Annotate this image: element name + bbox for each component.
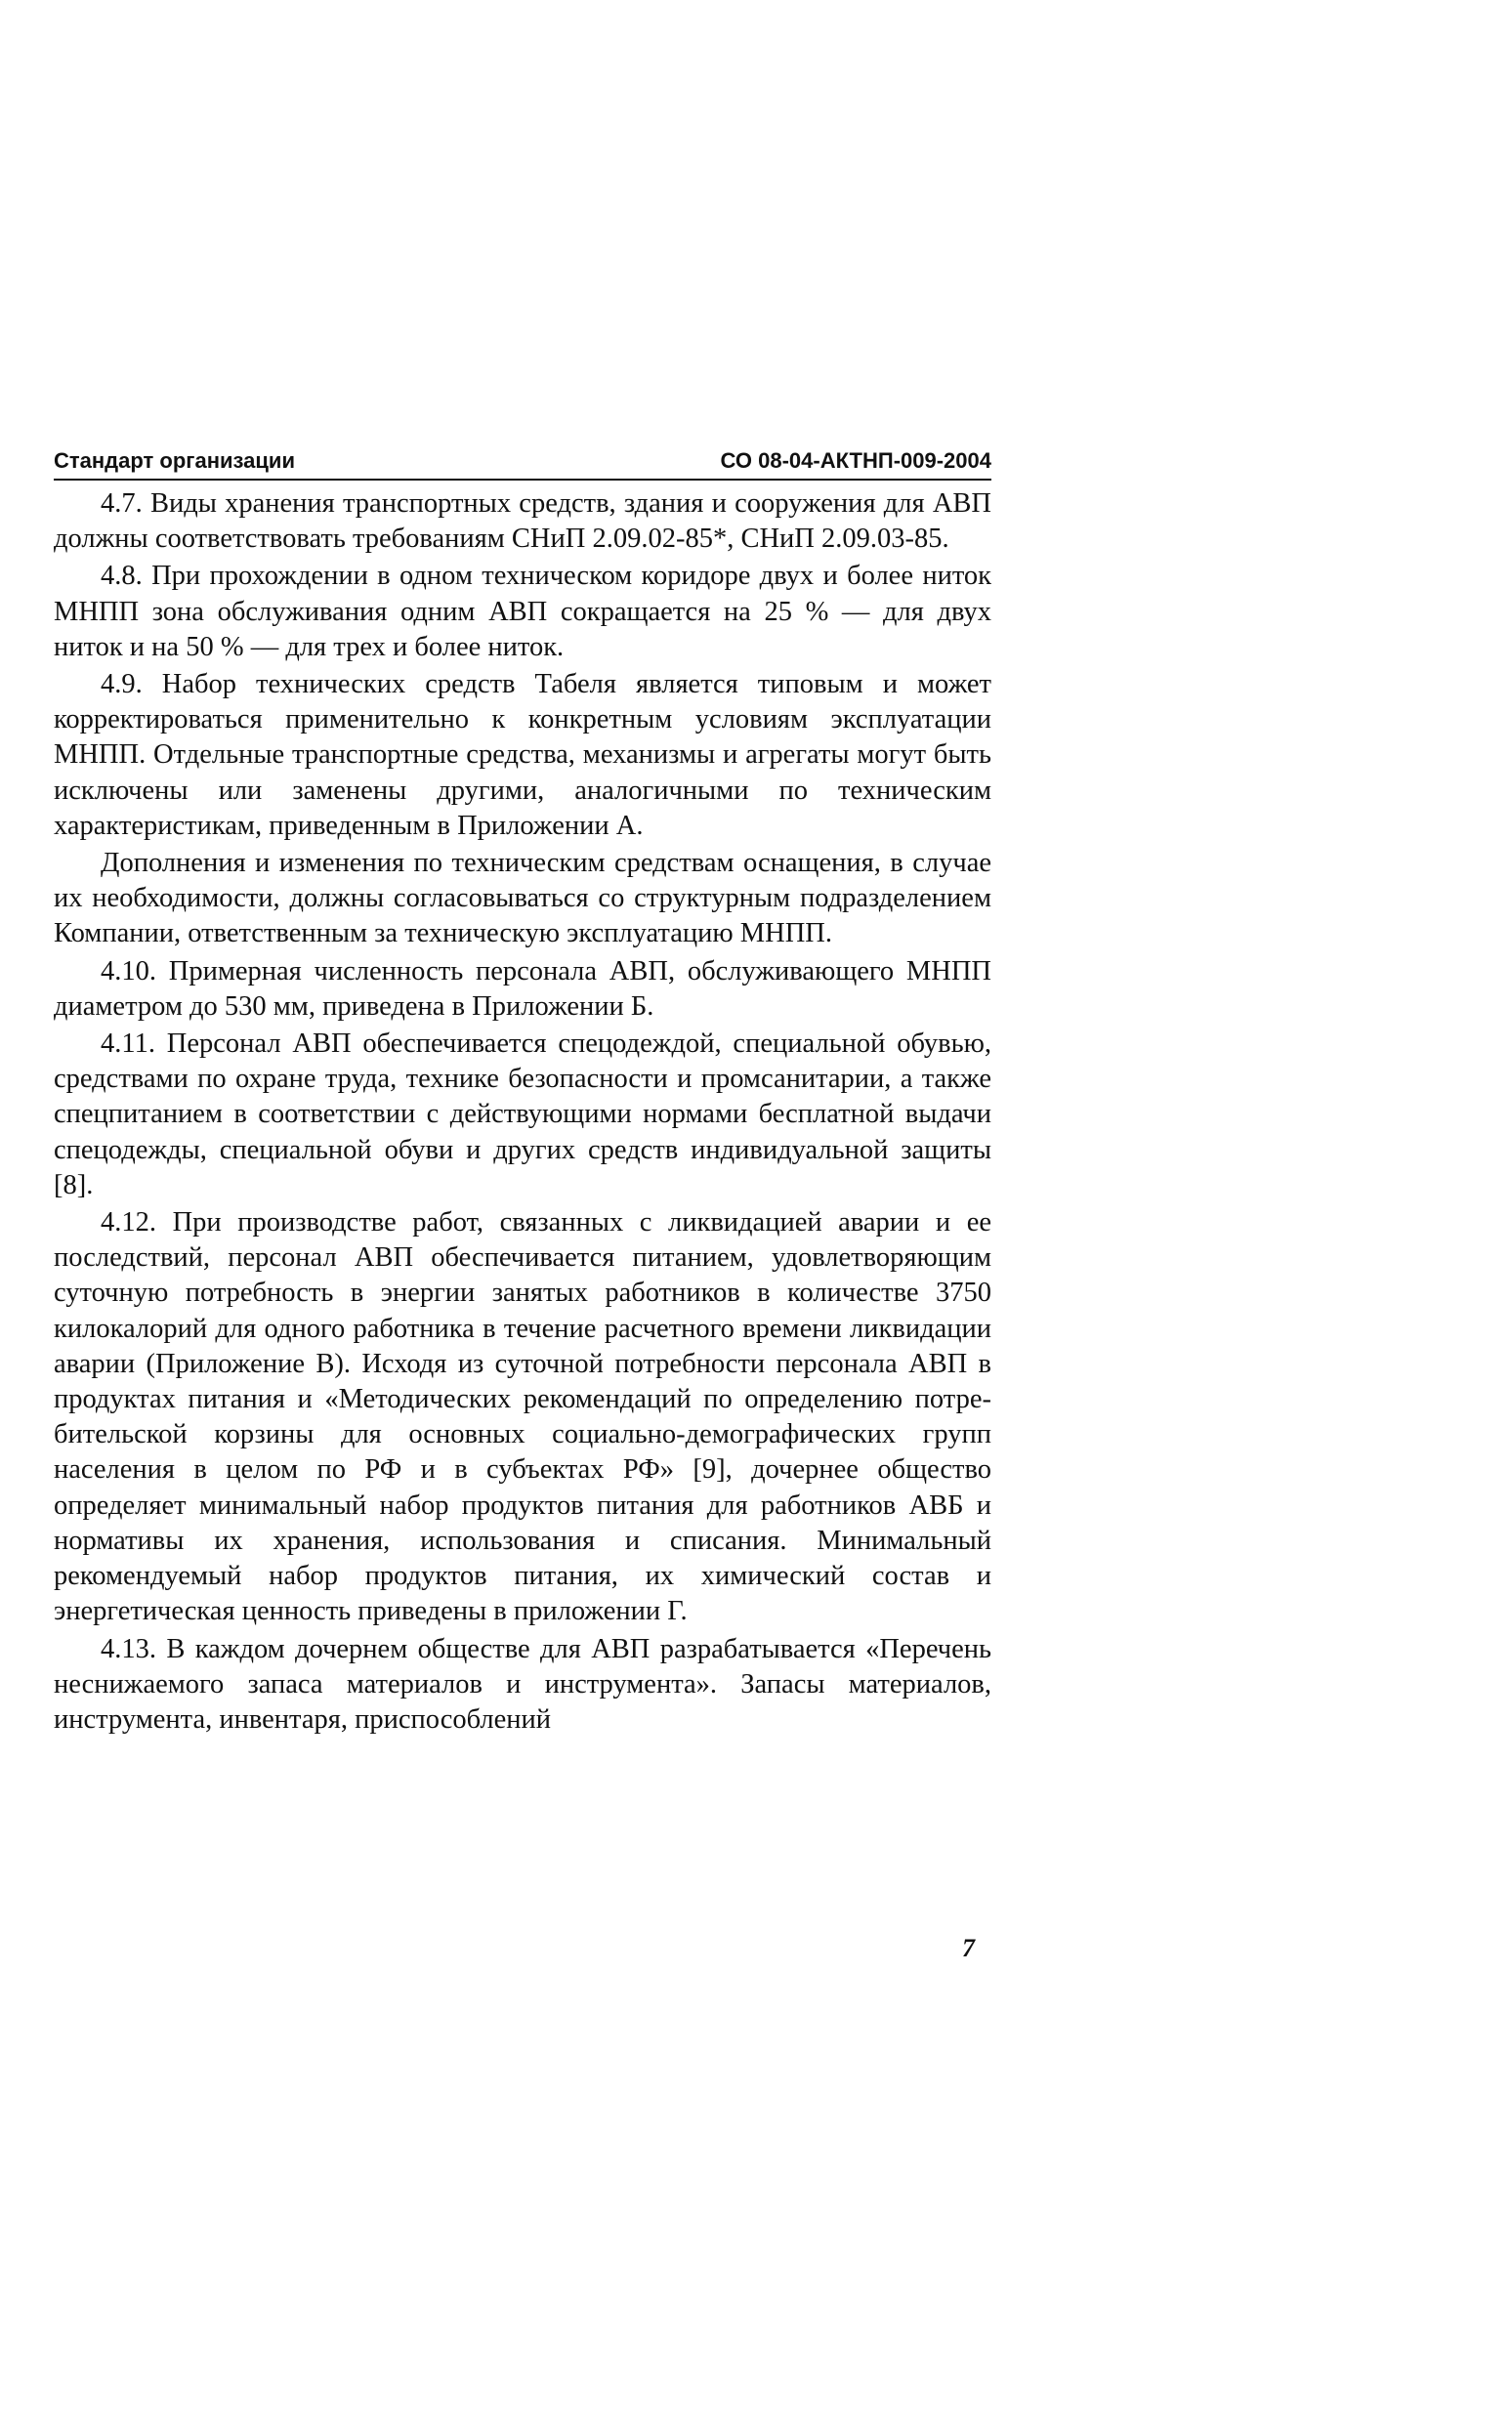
paragraph-4-11: 4.11. Персонал АВП обеспечивается спецодеждой, специальной обувью, средствами по охране труда, технике безопасности и промсанитарии, а также спецпитанием в соответствии с действующими нормами бесплатной выдачи спецодежды, специальной обуви и других средств индивидуальной защиты [8]. bbox=[54, 1028, 991, 1200]
paragraph-4-13: 4.13. В каждом дочернем обществе для АВП разрабатывается «Перечень неснижаемого запаса материалов и инструмента». Запасы материалов, инструмента, инвентаря, приспособлений bbox=[54, 1633, 991, 1735]
header-document-code: СО 08-04-АКТНП-009-2004 bbox=[720, 448, 991, 473]
paragraph-4-8: 4.8. При прохождении в одном техническом коридоре двух и более ниток МНПП зона обслуживания одним АВП сокращается на 25 % — для двух ниток и на 50 % — для трех и более ниток. bbox=[54, 561, 991, 662]
paragraph-4-12: 4.12. При производстве работ, связанных с ликвидацией аварии и ее последствий, персонал АВП обеспечивается питанием, удовлетворяющим суточную потребность в энергии занятых работников в количестве 3750 килокалорий для одного работника в течение расчетного времени ликвидации аварии (Приложение В). Исходя из суточной потребности персонала АВП в продуктах питания и «Методических рекомендаций по определению потребительской корзины для основных социально-демографических групп населения в целом по РФ и в субъектах РФ» [9], дочернее общество определяет минимальный набор продуктов питания для работников АВБ и нормативы их хранения, использования и списания. Минимальный рекомендуемый набор продуктов питания, их химический состав и энергетическая ценность приведены в приложении Г. bbox=[54, 1207, 991, 1627]
paragraph-4-7: 4.7. Виды хранения транспортных средств, здания и сооружения для АВП должны соответствовать требованиям СНиП 2.09.02-85*, СНиП 2.09.03-85. bbox=[54, 488, 991, 555]
paragraph-4-9: 4.9. Набор технических средств Табеля является типовым и может корректироваться применительно к конкретным условиям эксплуатации МНПП. Отдельные транспортные средства, механизмы и агрегаты могут быть исключены или заменены другими, аналогичными по техническим характеристикам, приведенным в Приложении А. bbox=[54, 669, 991, 841]
running-header bbox=[54, 447, 991, 481]
paragraph-additions: Дополнения и изменения по техническим средствам оснащения, в случае их необходимости, должны согласовываться со структурным подразделением Компании, ответственным за техническую эксплуатацию МНПП. bbox=[54, 848, 991, 949]
paragraph-4-10: 4.10. Примерная численность персонала АВП, обслуживающего МНПП диаметром до 530 мм, приведена в Приложении Б. bbox=[54, 955, 991, 1022]
header-organization-standard: Стандарт организации bbox=[54, 448, 295, 473]
body-text bbox=[54, 486, 991, 1738]
document-page bbox=[54, 447, 991, 1740]
page-number: 7 bbox=[962, 1934, 975, 1962]
